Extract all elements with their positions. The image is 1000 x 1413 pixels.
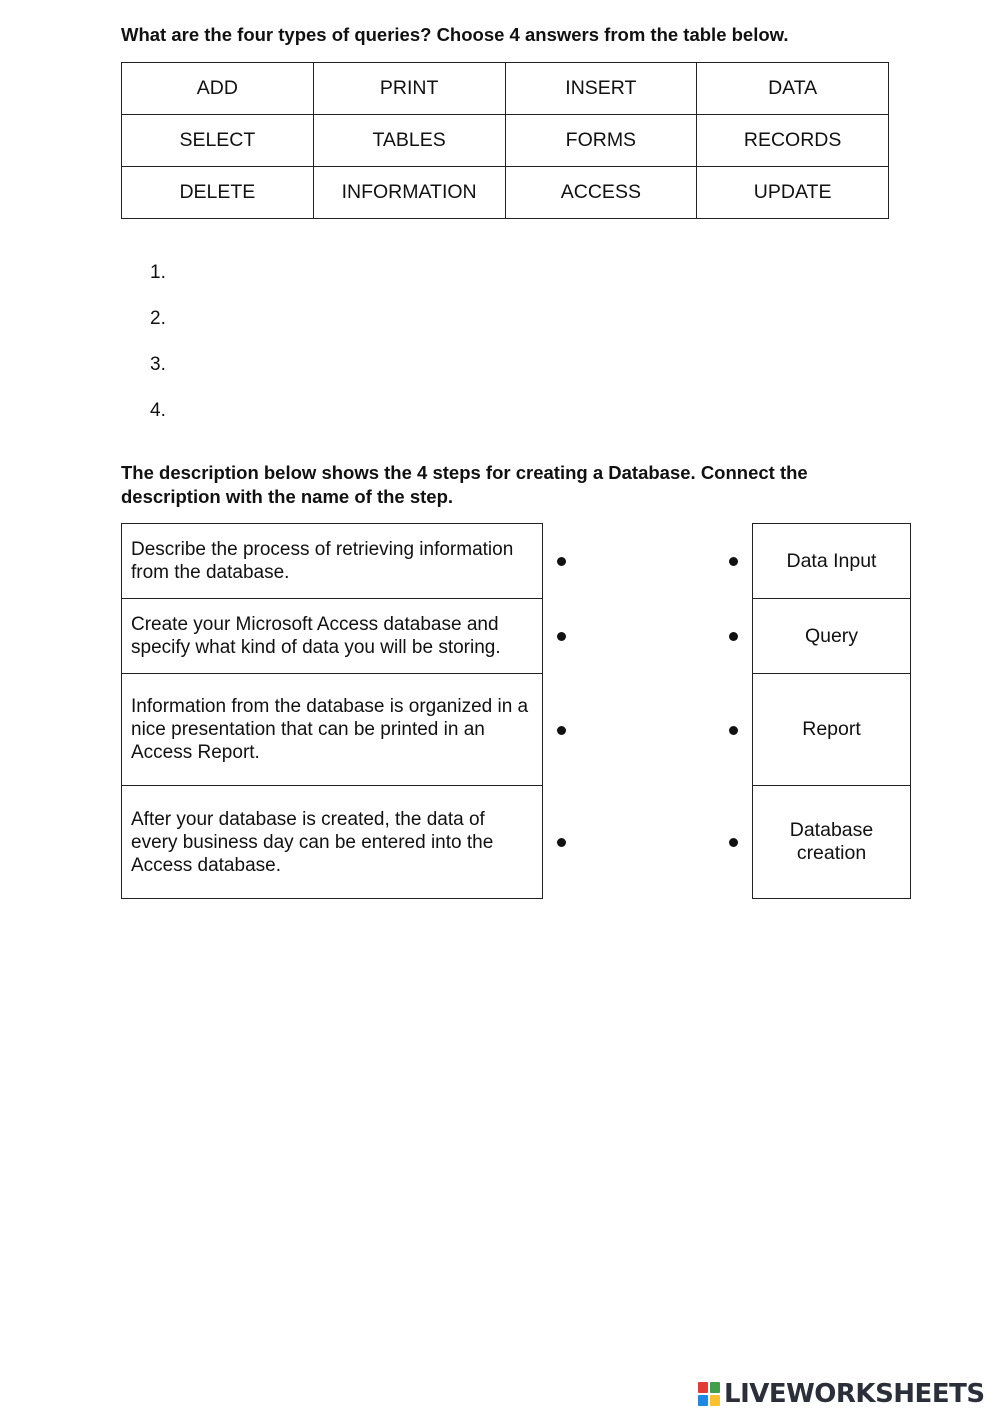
answer-item bbox=[150, 308, 466, 354]
liveworksheets-logo bbox=[697, 1378, 985, 1410]
answer-item bbox=[150, 262, 466, 308]
table-row bbox=[122, 63, 889, 115]
answer-number: 3. bbox=[150, 354, 166, 375]
step-names-table bbox=[752, 523, 911, 899]
step-name-cell: Report bbox=[753, 674, 911, 786]
liveworksheets-logo-icon bbox=[697, 1381, 721, 1407]
answer-number: 2. bbox=[150, 308, 166, 329]
match-dot-left[interactable] bbox=[557, 838, 566, 847]
match-dot-left[interactable] bbox=[557, 557, 566, 566]
description-cell: After your database is created, the data of every business day can be entered into the Access database. bbox=[122, 786, 543, 899]
description-cell: Information from the database is organized in a nice presentation that can be printed in an Access Report. bbox=[122, 674, 543, 786]
step-name-cell: Data Input bbox=[753, 524, 911, 599]
step-name-cell: Database creation bbox=[753, 786, 911, 899]
word-cell: TABLES bbox=[313, 115, 505, 167]
word-cell: DELETE bbox=[122, 167, 314, 219]
query-words-table bbox=[121, 62, 889, 219]
word-cell: SELECT bbox=[122, 115, 314, 167]
answer-list bbox=[150, 262, 466, 446]
step-name-cell: Query bbox=[753, 599, 911, 674]
table-row bbox=[122, 115, 889, 167]
question-1-title: What are the four types of queries? Choose 4 answers from the table below. bbox=[121, 24, 789, 45]
description-cell: Describe the process of retrieving information from the database. bbox=[122, 524, 543, 599]
word-cell: RECORDS bbox=[697, 115, 889, 167]
word-cell: INFORMATION bbox=[313, 167, 505, 219]
match-dot-left[interactable] bbox=[557, 726, 566, 735]
match-dot-right[interactable] bbox=[729, 726, 738, 735]
word-cell: INSERT bbox=[505, 63, 697, 115]
word-cell: PRINT bbox=[313, 63, 505, 115]
match-dot-left[interactable] bbox=[557, 632, 566, 641]
word-cell: ADD bbox=[122, 63, 314, 115]
word-cell: DATA bbox=[697, 63, 889, 115]
question-2-title: The description below shows the 4 steps for creating a Database. Connect the description with the name of the step. bbox=[121, 462, 808, 507]
word-cell: ACCESS bbox=[505, 167, 697, 219]
word-cell: FORMS bbox=[505, 115, 697, 167]
answer-item bbox=[150, 400, 466, 446]
word-cell: UPDATE bbox=[697, 167, 889, 219]
answer-number: 4. bbox=[150, 400, 166, 421]
answer-number: 1. bbox=[150, 262, 166, 283]
match-dot-right[interactable] bbox=[729, 557, 738, 566]
table-row bbox=[122, 167, 889, 219]
description-cell: Create your Microsoft Access database and specify what kind of data you will be storing. bbox=[122, 599, 543, 674]
brand-name: LIVEWORKSHEETS bbox=[724, 1379, 985, 1409]
match-dot-right[interactable] bbox=[729, 632, 738, 641]
answer-item bbox=[150, 354, 466, 400]
match-dot-right[interactable] bbox=[729, 838, 738, 847]
descriptions-table bbox=[121, 523, 543, 899]
